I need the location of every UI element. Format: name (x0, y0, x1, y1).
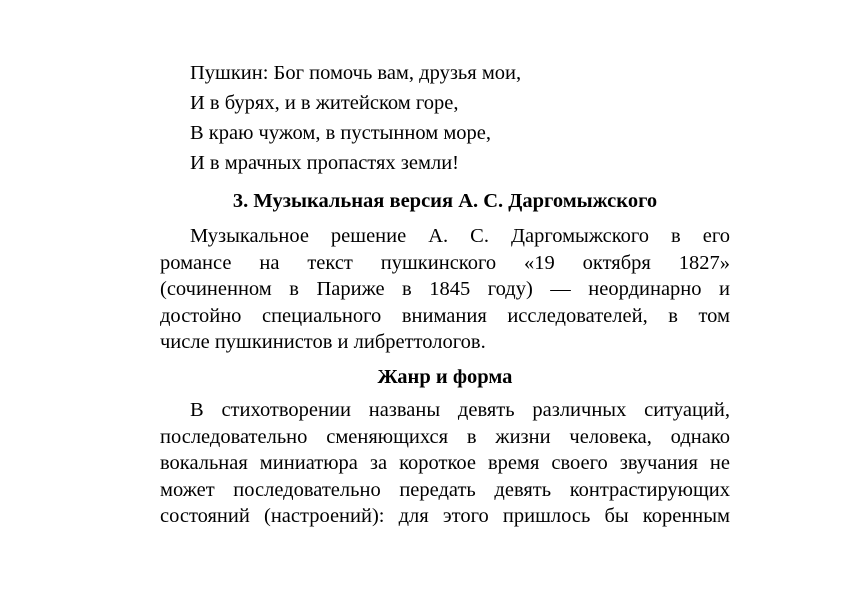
paragraph-line: В стихотворении названы девять различных ситуаций, (190, 399, 730, 421)
paragraph-2 (160, 397, 730, 530)
subheading: Жанр и форма (377, 366, 513, 388)
paragraph-1 (160, 223, 730, 356)
section-heading: 3. Музыкальная версия А. С. Даргомыжского (232, 190, 658, 212)
paragraph-line: достойно специального внимания исследователей, в том (160, 304, 730, 327)
paragraph-line: (сочиненном в Париже в 1845 году) — неординарно и (160, 278, 730, 300)
verse-block (190, 58, 521, 178)
verse-line: И в бурях, и в житейском горе, (190, 92, 459, 114)
paragraph-line: может последовательно передать девять контрастирующих (160, 478, 730, 501)
verse-line: В краю чужом, в пустынном море, (190, 122, 492, 144)
verse-line: Пушкин: Бог помочь вам, друзья мои, (190, 62, 522, 84)
verse-line: И в мрачных пропастях земли! (190, 152, 459, 174)
paragraph-line: числе пушкинистов и либреттологов. (160, 331, 486, 353)
paragraph-line: состояний (настроений): для этого пришлось бы коренным (160, 505, 730, 527)
paragraph-line: Музыкальное решение А. С. Даргомыжского в его (190, 225, 730, 247)
paragraph-line: последовательно сменяющихся в жизни человека, однако (160, 425, 730, 448)
paragraph-line: вокальная миниатюра за короткое время своего звучания не (160, 452, 730, 474)
paragraph-line: романсе на текст пушкинского «19 октября 1827» (160, 251, 730, 274)
